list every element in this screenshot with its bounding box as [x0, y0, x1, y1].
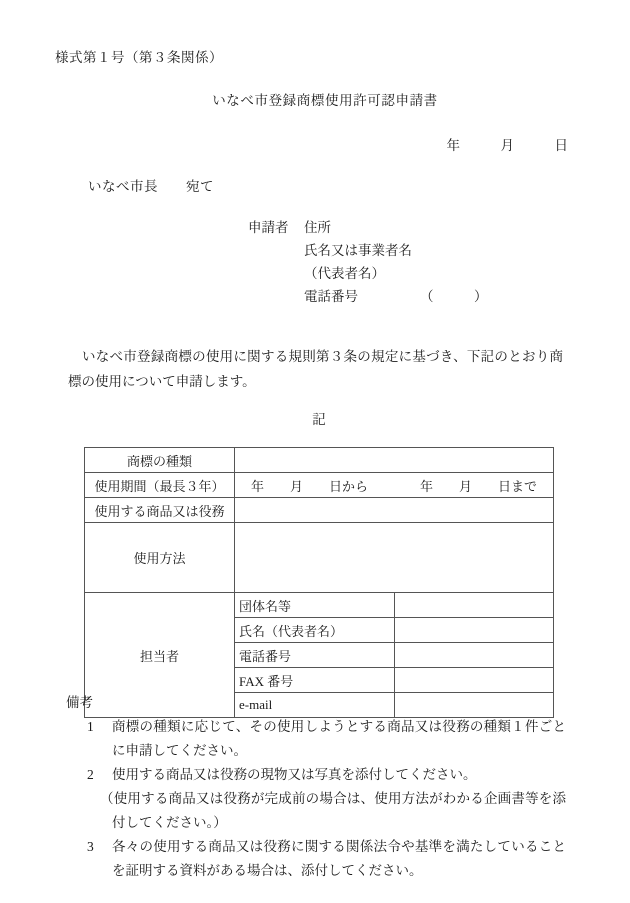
applicant-phone-label: 電話番号: [304, 289, 358, 304]
row-value-usage-method[interactable]: [235, 523, 554, 593]
contact-label-name: 氏名（代表者名）: [235, 618, 395, 643]
table-row: [85, 523, 554, 593]
contact-value-organization[interactable]: [394, 593, 554, 618]
note-number: 2: [87, 767, 94, 782]
form-number: 様式第１号（第３条関係）: [55, 50, 223, 65]
note-text: 使用する商品又は役務の現物又は写真を添付してください。: [112, 767, 477, 782]
note-text: 商標の種類に応じて、その使用しようとする商品又は役務の種類１件ごとに申請してください。: [112, 719, 566, 758]
row-label-goods-services: 使用する商品又は役務: [85, 498, 235, 523]
row-value-trademark-type[interactable]: [235, 448, 554, 473]
application-table: [84, 447, 554, 718]
date-line: 年 月 日: [446, 138, 568, 153]
table-row: [85, 473, 554, 498]
row-value-goods-services[interactable]: [235, 498, 554, 523]
applicant-representative-label: （代表者名）: [304, 266, 385, 281]
row-label-usage-method: 使用方法: [85, 523, 235, 593]
contact-label-organization: 団体名等: [235, 593, 395, 618]
note-number: 1: [87, 719, 94, 734]
row-label-trademark-type: 商標の種類: [85, 448, 235, 473]
addressee-line: いなべ市長 宛て: [88, 179, 214, 194]
statement-paragraph: いなべ市登録商標の使用に関する規則第３条の規定に基づき、下記のとおり商標の使用について申請します。: [68, 349, 563, 389]
note-item: [66, 715, 566, 763]
applicant-phone-row: [248, 285, 488, 308]
applicant-block: [248, 216, 488, 308]
contact-value-phone[interactable]: [394, 643, 554, 668]
applicant-phone-value: （ ）: [420, 289, 488, 304]
table-row: [85, 593, 554, 618]
applicant-representative-row: [248, 262, 488, 285]
row-label-contact-person: 担当者: [85, 593, 235, 718]
note-item: [66, 763, 566, 787]
row-label-usage-period: 使用期間（最長３年）: [85, 473, 235, 498]
contact-value-name[interactable]: [394, 618, 554, 643]
applicant-address-row: [248, 216, 488, 239]
applicant-name-label: 氏名又は事業者名: [304, 243, 412, 258]
applicant-label: 申請者: [248, 220, 289, 235]
contact-label-fax: FAX 番号: [235, 668, 395, 693]
notes-title: 備考: [66, 695, 93, 710]
note-subtext: （使用する商品又は役務が完成前の場合は、使用方法がわかる企画書等を添付してください。）: [100, 791, 566, 830]
table-row: [85, 498, 554, 523]
table-row: [85, 448, 554, 473]
applicant-name-row: [248, 239, 488, 262]
ki-marker: 記: [312, 412, 326, 427]
contact-value-fax[interactable]: [394, 668, 554, 693]
note-text: 各々の使用する商品又は役務に関する関係法令や基準を満たしていることを証明する資料がある場合は、添付してください。: [112, 839, 566, 878]
notes-section: [66, 691, 566, 883]
applicant-address-label: 住所: [304, 220, 331, 235]
page-title: いなべ市登録商標使用許可認申請書: [212, 93, 438, 108]
note-item: [66, 835, 566, 883]
contact-label-phone: 電話番号: [235, 643, 395, 668]
note-number: 3: [87, 839, 94, 854]
contact-label-email: e-mail: [235, 693, 395, 718]
row-value-usage-period[interactable]: 年 月 日から 年 月 日まで: [235, 473, 554, 498]
